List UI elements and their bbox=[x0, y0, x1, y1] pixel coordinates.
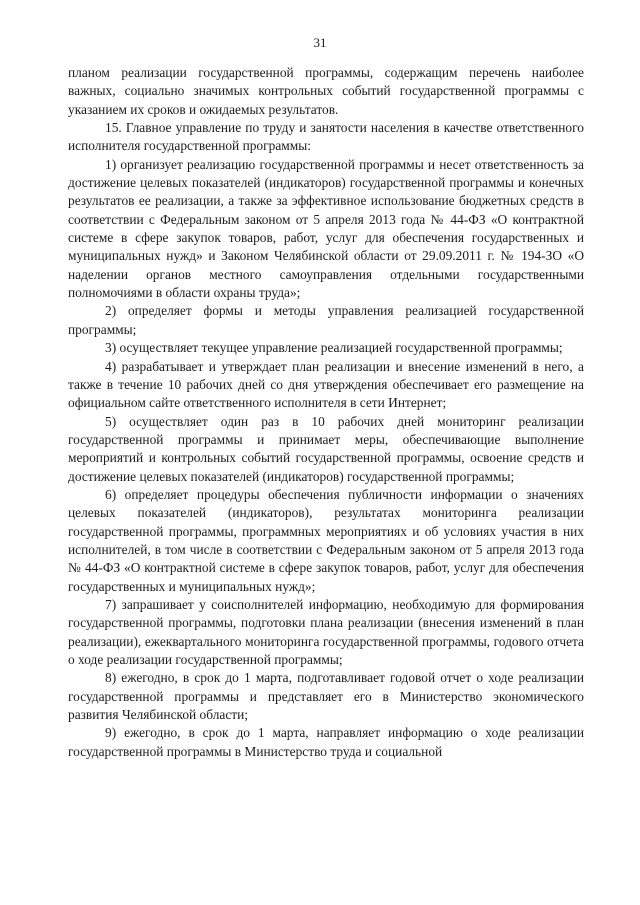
page-number: 31 bbox=[313, 35, 327, 50]
paragraph-subitem-9: 9) ежегодно, в срок до 1 марта, направляет информацию о ходе реализации государственной программы в Министерство труда и социальной bbox=[68, 725, 584, 759]
paragraph-item-15: 15. Главное управление по труду и занятости населения в качестве ответственного исполнителя государственной программы: bbox=[68, 120, 584, 154]
paragraph-subitem-6: 6) определяет процедуры обеспечения публичности информации о значениях целевых показателей (индикаторов), результатах мониторинга реализации государственной программы, программных мероприятиях и об условиях участия в них исполнителей, в том числе в соответствии с Федеральным законом от 5 апреля 2013 года № 44-ФЗ «О контрактной системе в сфере закупок товаров, работ, услуг для обеспечения государственных и муниципальных нужд»; bbox=[68, 486, 584, 594]
paragraph-subitem-1: 1) организует реализацию государственной программы и несет ответственность за достижение целевых показателей (индикаторов) государственной программы и конечных результатов ее реализации, а также за эффективное использование бюджетных средств в соответствии с Федеральным законом от 5 апреля 2013 года № 44-ФЗ «О контрактной системе в сфере закупок товаров, работ, услуг для обеспечения государственных и муниципальных нужд» и Законом Челябинской области от 29.09.2011 г. № 194-ЗО «О наделении органов местного самоуправления отдельными государственными полномочиями в области охраны труда»; bbox=[68, 156, 584, 301]
paragraph-subitem-7: 7) запрашивает у соисполнителей информацию, необходимую для формирования государственной программы, подготовки плана реализации (внесения изменений в план реализации), ежеквартального мониторинга государственной программы, годового отчета о ходе реализации государственной программы; bbox=[68, 596, 584, 667]
paragraph-subitem-3: 3) осуществляет текущее управление реализацией государственной программы; bbox=[105, 340, 563, 356]
paragraph-continuation: планом реализации государственной программы, содержащим перечень наиболее важных, социально значимых контрольных событий государственной программы с указанием их сроков и ожидаемых результатов. bbox=[68, 65, 584, 117]
paragraph-subitem-5: 5) осуществляет один раз в 10 рабочих дней мониторинг реализации государственной программы и принимает меры, обеспечивающие выполнение мероприятий и контрольных событий государственной программы, освоение средств и достижение целевых показателей (индикаторов) государственной программы; bbox=[68, 413, 584, 484]
paragraph-subitem-4: 4) разрабатывает и утверждает план реализации и внесение изменений в него, а также в течение 10 рабочих дней со дня утверждения обеспечивает его размещение на официальном сайте ответственного исполнителя в сети Интернет; bbox=[68, 358, 584, 411]
document-body bbox=[68, 64, 584, 761]
paragraph-subitem-8: 8) ежегодно, в срок до 1 марта, подготавливает годовой отчет о ходе реализации государственной программы и представляет его в Министерство экономического развития Челябинской области; bbox=[68, 670, 584, 723]
paragraph-subitem-2: 2) определяет формы и методы управления реализацией государственной программы; bbox=[68, 303, 584, 337]
